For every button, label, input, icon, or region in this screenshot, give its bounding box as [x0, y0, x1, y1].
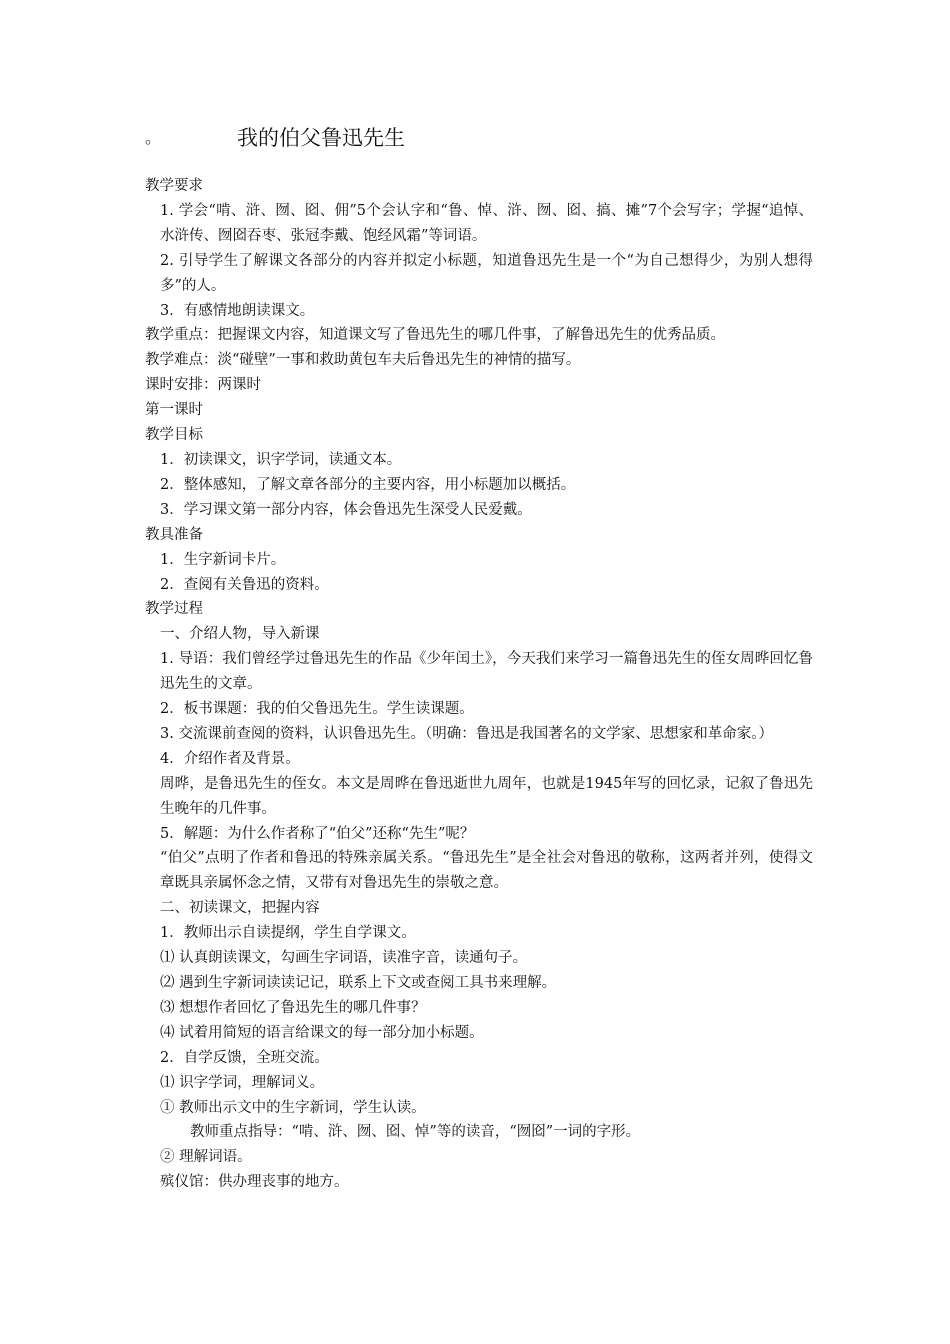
title-row — [145, 118, 813, 160]
paragraph-line: 1. 导语：我们曾经学过鲁迅先生的作品《少年闰土》，今天我们来学习一篇鲁迅先生的侄女周晔回忆鲁迅先生的文章。 — [160, 651, 813, 693]
paragraph-line: 5．解题：为什么作者称了“伯父”还称“先生”呢？ — [160, 825, 475, 842]
paragraph-line: 2．查阅有关鲁迅的资料。 — [160, 576, 329, 593]
paragraph-line: 教具准备 — [145, 526, 203, 543]
paragraph-line: 2．板书课题：我的伯父鲁迅先生。学生读课题。 — [160, 701, 474, 718]
paragraph-line: 第一课时 — [145, 402, 203, 419]
document-body — [145, 174, 813, 1195]
document-title: 我的伯父鲁迅先生 — [237, 126, 405, 150]
paragraph-line: 课时安排：两课时 — [145, 377, 261, 394]
paragraph-line: ① 教师出示文中的生字新词，学生认读。 — [160, 1099, 426, 1116]
paragraph-line: 教学过程 — [145, 601, 203, 618]
paragraph-line: 1．教师出示自读提纲，学生自学课文。 — [160, 925, 416, 942]
title-mark: 。 — [145, 128, 162, 147]
paragraph-line: 教学目标 — [145, 427, 203, 444]
paragraph-line: ② 理解词语。 — [160, 1149, 252, 1166]
paragraph-line: 2．自学反馈，全班交流。 — [160, 1049, 329, 1066]
paragraph-line: ⑵ 遇到生字新词读读记记，联系上下文或查阅工具书来理解。 — [160, 975, 557, 991]
paragraph-line: 3．有感情地朗读课文。 — [160, 302, 315, 319]
paragraph-line: 殡仪馆：供办理丧事的地方。 — [160, 1174, 349, 1191]
paragraph-line: 1．生字新词卡片。 — [160, 551, 286, 568]
paragraph-line: 教学重点：把握课文内容，知道课文写了鲁迅先生的哪几件事，了解鲁迅先生的优秀品质。 — [145, 327, 725, 344]
paragraph-line: 2. 引导学生了解课文各部分的内容并拟定小标题，知道鲁迅先生是一个“为自己想得少，为别人想得多”的人。 — [160, 252, 813, 294]
paragraph-line: 教学难点：淡“碰壁”一事和救助黄包车夫后鲁迅先生的神情的描写。 — [145, 352, 581, 369]
paragraph-line: ⑴ 认真朗读课文，勾画生字词语，读准字音，读通句子。 — [160, 950, 528, 967]
document-page — [145, 118, 813, 1195]
paragraph-line: ⑷ 试着用简短的语言给课文的每一部分加小标题。 — [160, 1024, 484, 1041]
paragraph-line: ⑴ 识字学词，理解词义。 — [160, 1074, 325, 1091]
paragraph-line: 1．初读课文，识字学词，读通文本。 — [160, 451, 402, 468]
paragraph-line: “伯父”点明了作者和鲁迅的特殊亲属关系。“鲁迅先生”是全社会对鲁迅的敬称，这两者并列，使得文章既具亲属怀念之情，又带有对鲁迅先生的崇敬之意。 — [160, 850, 813, 892]
paragraph-line: 教师重点指导：“啃、浒、囫、囵、悼”等的读音，“囫囵”一词的字形。 — [190, 1124, 641, 1141]
paragraph-line: 3. 交流课前查阅的资料，认识鲁迅先生。（明确：鲁迅是我国著名的文学家、思想家和革命家。） — [160, 725, 773, 742]
paragraph-line: 一、介绍人物，导入新课 — [160, 626, 320, 643]
paragraph-line: 3．学习课文第一部分内容，体会鲁迅先生深受人民爱戴。 — [160, 501, 532, 518]
paragraph-line: ⑶ 想想作者回忆了鲁迅先生的哪几件事？ — [160, 999, 426, 1016]
paragraph-line: 1. 学会“啃、浒、囫、囵、佣”5个会认字和“鲁、悼、浒、囫、囵、搞、摊”7个会写字；学握“追悼、水浒传、囫囵吞枣、张冠李戴、饱经风霜”等词语。 — [160, 202, 813, 244]
paragraph-line: 二、初读课文，把握内容 — [160, 900, 320, 917]
paragraph-line: 周晔，是鲁迅先生的侄女。本文是周晔在鲁迅逝世九周年，也就是1945年写的回忆录，记叙了鲁迅先生晚年的几件事。 — [160, 775, 813, 817]
paragraph-line: 2．整体感知，了解文章各部分的主要内容，用小标题加以概括。 — [160, 476, 576, 493]
paragraph-line: 教学要求 — [145, 178, 203, 194]
paragraph-line: 4．介绍作者及背景。 — [160, 750, 300, 767]
